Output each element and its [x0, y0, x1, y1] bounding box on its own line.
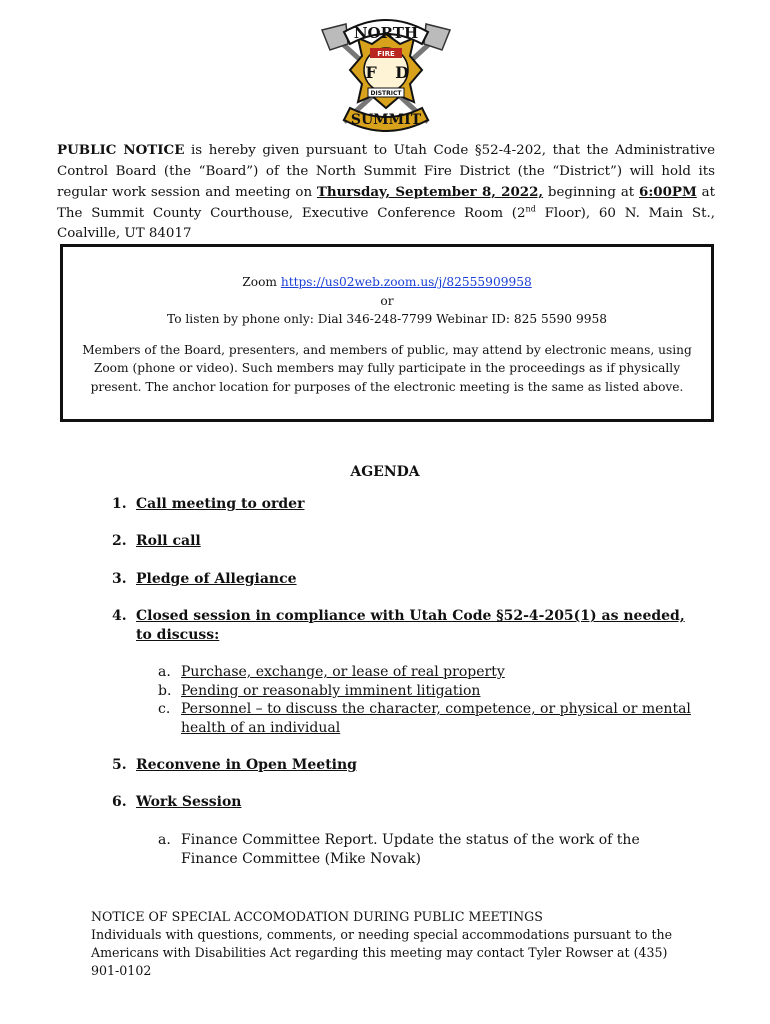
- agenda-item-number: 6.: [112, 794, 127, 810]
- agenda-item-number: 2.: [112, 533, 127, 549]
- logo-text-f: F: [365, 63, 377, 82]
- intro-text-4: Floor), 60 N. Main St., Coalville, UT 84017: [57, 205, 715, 241]
- agenda-item-number: 1.: [112, 496, 127, 512]
- logo-text-fire: FIRE: [377, 50, 395, 58]
- meeting-time: 6:00PM: [639, 184, 697, 200]
- intro-text-1: is hereby given pursuant to Utah Code §52-4-202, that the Administrative Control Board (the “Board”) of the North Summit Fire District (the “District”) will hold its regular work session and meeting on: [57, 143, 715, 200]
- agenda-item-number: 5.: [112, 757, 127, 773]
- agenda-item: [112, 495, 712, 514]
- agenda-item-text: Work Session: [136, 794, 242, 810]
- phone-dial-in: To listen by phone only: Dial 346-248-7799 Webinar ID: 825 5590 9958: [167, 312, 607, 326]
- sub-item-letter: a.: [158, 832, 171, 848]
- agenda-item: [112, 607, 712, 644]
- sub-item: [158, 682, 698, 701]
- special-accommodation-notice: [91, 908, 691, 980]
- notice-body: Individuals with questions, comments, or needing special accommodations pursuant to the Americans with Disabilities Act regarding this meeting may contact Tyler Rowser at (435) 901-0102: [91, 927, 673, 978]
- public-notice-paragraph: [57, 140, 715, 245]
- north-summit-fire-district-logo: [316, 10, 456, 132]
- intro-text-2: beginning at: [543, 185, 640, 200]
- zoom-label: Zoom: [242, 275, 281, 289]
- or-separator: or: [380, 293, 394, 308]
- logo-text-district: DISTRICT: [370, 90, 402, 97]
- public-notice-lead: PUBLIC NOTICE: [57, 142, 185, 158]
- agenda-item-number: 3.: [112, 571, 127, 587]
- agenda-item: [112, 793, 712, 812]
- sub-item: [158, 831, 698, 868]
- zoom-line: [63, 273, 711, 292]
- agenda-item: [112, 532, 712, 551]
- notice-title: NOTICE OF SPECIAL ACCOMODATION DURING PUBLIC MEETINGS: [91, 909, 543, 924]
- meeting-date: Thursday, September 8, 2022,: [316, 184, 544, 200]
- agenda-item: [112, 570, 712, 589]
- sub-item-letter: b.: [158, 683, 172, 699]
- intro-text-3: at The Summit County Courthouse, Executive Conference Room (2: [57, 185, 715, 221]
- floor-ordinal-suffix: nd: [525, 204, 536, 214]
- sub-item-letter: a.: [158, 664, 171, 680]
- agenda-item-text: Roll call: [136, 533, 201, 549]
- agenda-item-text: Closed session in compliance with Utah Code §52-4-205(1) as needed, to discuss:: [136, 608, 685, 643]
- agenda-item: [112, 756, 712, 775]
- remote-attendance-box: [60, 244, 714, 422]
- agenda-item-text: Reconvene in Open Meeting: [136, 757, 357, 773]
- sub-item: [158, 700, 698, 737]
- sub-item-letter: c.: [158, 701, 171, 717]
- logo-text-north: NORTH: [353, 24, 419, 42]
- sub-item-text: Purchase, exchange, or lease of real property: [181, 664, 505, 680]
- agenda-heading: AGENDA: [350, 464, 420, 480]
- zoom-meeting-link[interactable]: https://us02web.zoom.us/j/82555909958: [280, 275, 532, 289]
- sub-item-text: Pending or reasonably imminent litigation: [181, 683, 481, 699]
- logo-text-summit: SUMMIT: [350, 112, 422, 128]
- sub-item-text: Personnel – to discuss the character, competence, or physical or mental health of an individual: [181, 701, 691, 736]
- electronic-attendance-statement: Members of the Board, presenters, and members of public, may attend by electronic means, using Zoom (phone or video). Such members may fully participate in the proceedings as if physically present. The anchor location for purposes of the electronic meeting is the same as listed above.: [82, 342, 692, 394]
- logo-text-d: D: [395, 63, 409, 82]
- sub-item: [158, 663, 698, 682]
- sub-item-text: Finance Committee Report. Update the status of the work of the Finance Committee (Mike Novak): [181, 832, 640, 867]
- agenda-item-text: Pledge of Allegiance: [136, 571, 297, 587]
- agenda-item-text: Call meeting to order: [136, 496, 305, 512]
- agenda-item-number: 4.: [112, 608, 127, 624]
